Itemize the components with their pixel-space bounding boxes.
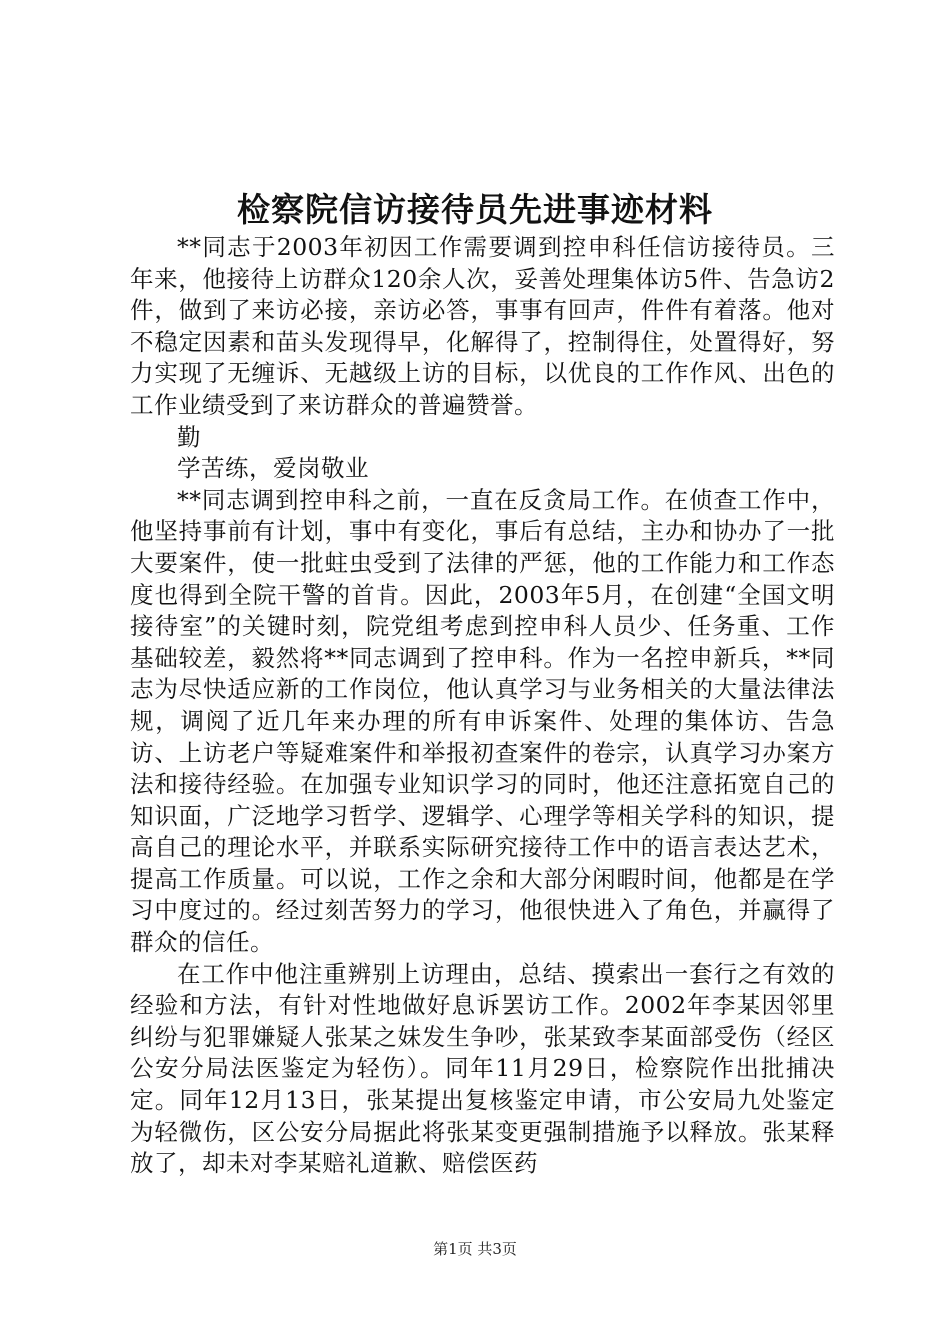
section-heading-part1: 勤 (177, 422, 201, 451)
paragraph-intro: **同志于2003年初因工作需要调到控申科任信访接待员。三年来，他接待上访群众120余人次，妥善处理集体访5件、告急访2件，做到了来访必接，亲访必答，事事有回声，件件有着落。他对不稳定因素和苗头发现得早，化解得了，控制得住，处置得好，努力实现了无缠诉、无越级上访的目标，以优良的工作作风、出色的工作业绩受到了来访群众的普遍赞誉。 (130, 233, 835, 419)
section-heading-part2: 学苦练，爱岗敬业 (177, 454, 369, 483)
document-title: 检察院信访接待员先进事迹材料 (237, 190, 713, 229)
paragraph-case: 在工作中他注重辨别上访理由，总结、摸索出一套行之有效的经验和方法，有针对性地做好息诉罢访工作。2002年李某因邻里纠纷与犯罪嫌疑人张某之妹发生争吵，张某致李某面部受伤（经区公安分局法医鉴定为轻伤）。同年11月29日，检察院作出批捕决定。同年12月13日，张某提出复核鉴定申请，市公安局九处鉴定为轻微伤，区公安分局据此将张某变更强制措施予以释放。张某释放了，却未对李某赔礼道歉、赔偿医药 (130, 959, 835, 1178)
paragraph-study: **同志调到控申科之前，一直在反贪局工作。在侦查工作中，他坚持事前有计划，事中有变化，事后有总结，主办和协办了一批大要案件，使一批蛀虫受到了法律的严惩，他的工作能力和工作态度也得到全院干警的首肯。因此，2003年5月，在创建“全国文明接待室”的关键时刻，院党组考虑到控申科人员少、任务重、工作基础较差，毅然将**同志调到了控申科。作为一名控申新兵，**同志为尽快适应新的工作岗位，他认真学习与业务相关的大量法律法规，调阅了近几年来办理的所有申诉案件、处理的集体访、告急访、上访老户等疑难案件和举报初查案件的卷宗，认真学习办案方法和接待经验。在加强专业知识学习的同时，他还注意拓宽自己的知识面，广泛地学习哲学、逻辑学、心理学等相关学科的知识，提高自己的理论水平，并联系实际研究接待工作中的语言表达艺术，提高工作质量。可以说，工作之余和大部分闲暇时间，他都是在学习中度过的。经过刻苦努力的学习，他很快进入了角色，并赢得了群众的信任。 (130, 485, 835, 957)
page-number-footer: 第1页 共3页 (433, 1240, 517, 1258)
document-body (130, 232, 835, 1180)
